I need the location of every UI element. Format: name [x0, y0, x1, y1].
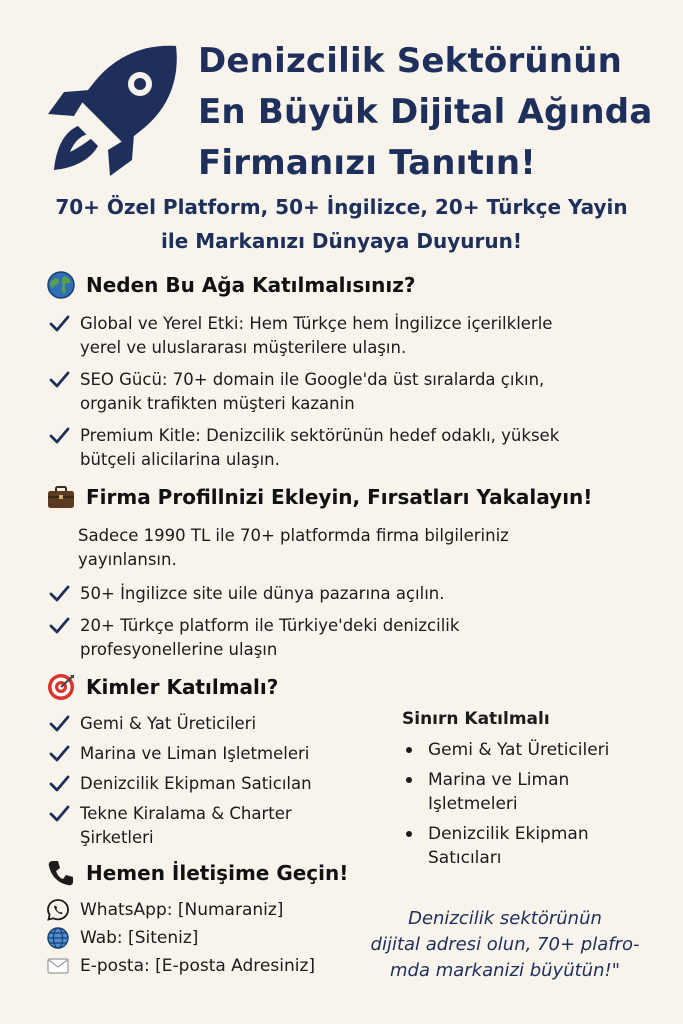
side-list — [402, 738, 672, 870]
item-line-2: Satıcıları — [428, 848, 502, 868]
profile-heading — [46, 482, 666, 512]
web-globe-icon — [46, 926, 70, 950]
item-line-2: profesyonellerine ulaşın — [80, 640, 278, 659]
who-list — [46, 712, 376, 850]
list-item — [46, 424, 666, 472]
contact-heading — [46, 858, 366, 888]
item-line-2: Işletmeleri — [428, 794, 518, 814]
quote-line-2: dijital adresi olun, 70+ plafro- — [370, 934, 640, 955]
item-line-1: 50+ İngilizce site uile dünya pazarına açılın. — [80, 584, 445, 603]
checkmark-icon — [48, 313, 70, 335]
profile-section — [46, 482, 666, 662]
subtitle-line-1: 70+ Özel Platform, 50+ İngilizce, 20+ Türkçe Yayin — [55, 195, 628, 219]
envelope-icon — [46, 954, 70, 978]
contact-email[interactable] — [46, 952, 366, 980]
contact-web[interactable] — [46, 924, 366, 952]
briefcase-icon — [46, 482, 76, 512]
profile-list — [46, 582, 666, 662]
profile-intro — [46, 524, 666, 572]
rocket-icon — [44, 40, 184, 180]
why-heading-text: Neden Bu Ağa Katılmalısınız? — [86, 273, 416, 297]
contact-section — [46, 858, 366, 980]
item-line-2: organik trafikten müşteri kazanin — [80, 394, 355, 413]
item-line-2: bütçeli alicilarina ulaşın. — [80, 450, 280, 469]
title-line-1: Denizcilik Sektörünün — [198, 41, 623, 81]
subtitle-line-2: ile Markanızı Dünyaya Duyurun! — [161, 229, 522, 253]
why-heading — [46, 270, 666, 300]
closing-quote — [350, 906, 660, 984]
item-line-1: Marina ve Liman — [428, 770, 570, 790]
bullet-icon — [406, 777, 412, 783]
item-line-1: Denizcilik Ekipman — [428, 824, 589, 844]
who-heading-text: Kimler Katılmalı? — [86, 675, 279, 699]
item-line-1: Premium Kitle: Denizcilik sektörünün hedef odaklı, yüksek — [80, 426, 560, 445]
page-title — [198, 36, 668, 189]
profile-heading-text: Firma Profillnizi Ekleyin, Fırsatları Yakalayın! — [86, 485, 593, 509]
item-line-1: 20+ Türkçe platform ile Türkiye'deki denizcilik — [80, 616, 460, 635]
item-line-1: Denizcilik Ekipman Saticılan — [80, 774, 312, 793]
item-line-1: Gemi & Yat Üreticileri — [80, 714, 257, 733]
list-item — [46, 312, 666, 360]
item-line-1: Tekne Kiralama & Charter — [80, 804, 292, 823]
checkmark-icon — [48, 615, 70, 637]
side-heading: Sinırn Katılmalı — [402, 709, 550, 729]
globe-icon — [46, 270, 76, 300]
list-item — [46, 614, 666, 662]
item-line-2: yerel ve uluslararası müşterilere ulaşın. — [80, 338, 407, 357]
checkmark-icon — [48, 369, 70, 391]
checkmark-icon — [48, 583, 70, 605]
who-heading — [46, 672, 376, 702]
list-item — [402, 738, 672, 762]
item-line-2: Şirketleri — [80, 828, 154, 847]
contact-whatsapp[interactable] — [46, 896, 366, 924]
list-item — [46, 368, 666, 416]
target-icon — [46, 672, 76, 702]
email-text: E-posta: [E-posta Adresiniz] — [80, 956, 316, 976]
list-item — [402, 822, 672, 870]
quote-line-3: mda markanizi büyütün!" — [390, 960, 620, 981]
web-text: Wab: [Siteniz] — [80, 928, 199, 948]
list-item — [46, 772, 376, 796]
bullet-icon — [406, 831, 412, 837]
list-item — [46, 802, 376, 850]
title-line-3: Firmanızı Tanıtın! — [198, 143, 536, 183]
checkmark-icon — [48, 713, 70, 735]
list-item — [46, 582, 666, 606]
intro-line-1: Sadece 1990 TL ile 70+ platformda firma bilgileriniz — [78, 526, 509, 545]
whatsapp-icon — [46, 898, 70, 922]
item-line-1: SEO Gücü: 70+ domain ile Google'da üst sıralarda çıkın, — [80, 370, 545, 389]
contact-heading-text: Hemen İletişime Geçin! — [86, 861, 349, 885]
who-section — [46, 672, 376, 850]
bullet-icon — [406, 747, 412, 753]
list-item — [46, 742, 376, 766]
phone-icon — [46, 858, 76, 888]
title-line-2: En Büyük Dijital Ağında — [198, 92, 653, 132]
item-line-1: Marina ve Liman Işletmeleri — [80, 744, 310, 763]
checkmark-icon — [48, 743, 70, 765]
item-line-1: Global ve Yerel Etki: Hem Türkçe hem İngilizce içerilklerle — [80, 314, 553, 333]
checkmark-icon — [48, 773, 70, 795]
whatsapp-text: WhatsApp: [Numaraniz] — [80, 900, 284, 920]
list-item — [46, 712, 376, 736]
list-item — [402, 768, 672, 816]
side-section — [402, 706, 672, 870]
intro-line-2: yayınlansın. — [78, 550, 177, 569]
checkmark-icon — [48, 425, 70, 447]
why-section — [46, 270, 666, 472]
subtitle — [20, 190, 663, 258]
quote-line-1: Denizcilik sektörünün — [408, 908, 602, 929]
checkmark-icon — [48, 803, 70, 825]
item-line-1: Gemi & Yat Üreticileri — [428, 740, 610, 760]
contact-list — [46, 896, 366, 980]
why-list — [46, 312, 666, 472]
